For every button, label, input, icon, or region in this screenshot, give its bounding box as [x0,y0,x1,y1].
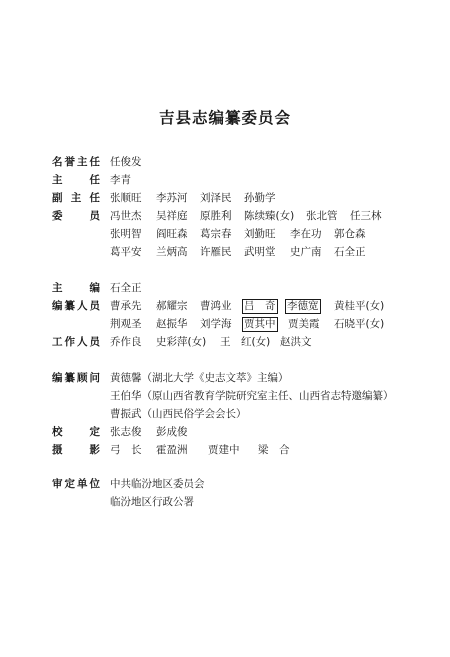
person-name: 张志俊 [110,426,142,438]
person-name: 许雁民 [200,246,232,258]
person-name: 荆观圣 [110,318,142,330]
person-name: 葛宗春 [200,228,232,240]
advisor-line: 王伯华（原山西省教育学院研究室主任、山西省志特邀编纂） [110,390,394,402]
person-name: 阎旺森 [156,228,188,240]
honorary-director-label: 名誉主任 [52,156,100,168]
advisor-line: 曹振武（山西民俗学会会长） [110,408,247,420]
person-name: 石晓平(女) [334,318,385,330]
person-name: 史彩萍(女) [156,336,207,348]
person-name: 曹承先 [110,300,142,312]
compilers-label: 编纂人员 [52,300,100,312]
person-name: 霍盈洲 [156,444,188,456]
boxed-person-name: 李德宽 [287,300,319,312]
person-name: 吴祥庭 [156,210,188,222]
advisor-line: 黄德馨（湖北大学《史志文萃》主编） [110,372,289,384]
person-name: 葛平安 [110,246,142,258]
advisors-label: 编纂顾问 [52,372,100,384]
approval-unit: 中共临汾地区委员会 [110,478,205,490]
person-name: 贾美霞 [288,318,320,330]
person-name: 陈续臻(女) [244,210,295,222]
person-name: 梁 合 [258,444,290,456]
person-name: 兰炳高 [156,246,188,258]
person-name: 曹鸿业 [200,300,232,312]
person-name: 贾建中 [208,444,240,456]
person-name: 张北管 [306,210,338,222]
person-name: 郝耀宗 [156,300,188,312]
person-name: 赵洪文 [280,336,312,348]
person-name: 任俊发 [110,156,142,168]
page-title: 吉县志编纂委员会 [158,109,291,127]
boxed-person-name: 贾其中 [244,318,276,330]
photography-label: 摄影 [52,444,100,456]
person-name: 弓 长 [110,444,142,456]
person-name: 史广南 [290,246,322,258]
person-name: 李苏河 [156,192,188,204]
person-name: 原胜利 [200,210,232,222]
proofreading-label: 校定 [52,426,100,438]
person-name: 刘学海 [200,318,232,330]
person-name: 石全正 [334,246,366,258]
person-name: 孙勤学 [244,192,276,204]
person-name: 赵振华 [156,318,188,330]
person-name: 郭仓森 [334,228,366,240]
approval-unit: 临汾地区行政公署 [110,496,194,508]
members-label: 委员 [52,210,100,222]
person-name: 刘勤旺 [244,228,276,240]
person-name: 任三林 [350,210,382,222]
chief-editor-label: 主编 [52,282,100,294]
person-name: 乔作良 [110,336,142,348]
person-name: 武明堂 [244,246,276,258]
person-name: 黄桂平(女) [334,300,385,312]
person-name: 李在功 [290,228,322,240]
person-name: 张明智 [110,228,142,240]
person-name: 李青 [110,174,131,186]
approval-label: 审定单位 [52,478,100,490]
person-name: 彭成俊 [156,426,188,438]
boxed-person-name: 吕 奇 [244,300,276,312]
person-name: 张顺旺 [110,192,142,204]
person-name: 石全正 [110,282,142,294]
deputy-directors-label: 副主任 [52,192,100,204]
staff-label: 工作人员 [52,336,100,348]
person-name: 刘泽民 [200,192,232,204]
person-name: 冯世杰 [110,210,142,222]
person-name: 王 红(女) [220,336,271,348]
director-label: 主任 [52,174,100,186]
